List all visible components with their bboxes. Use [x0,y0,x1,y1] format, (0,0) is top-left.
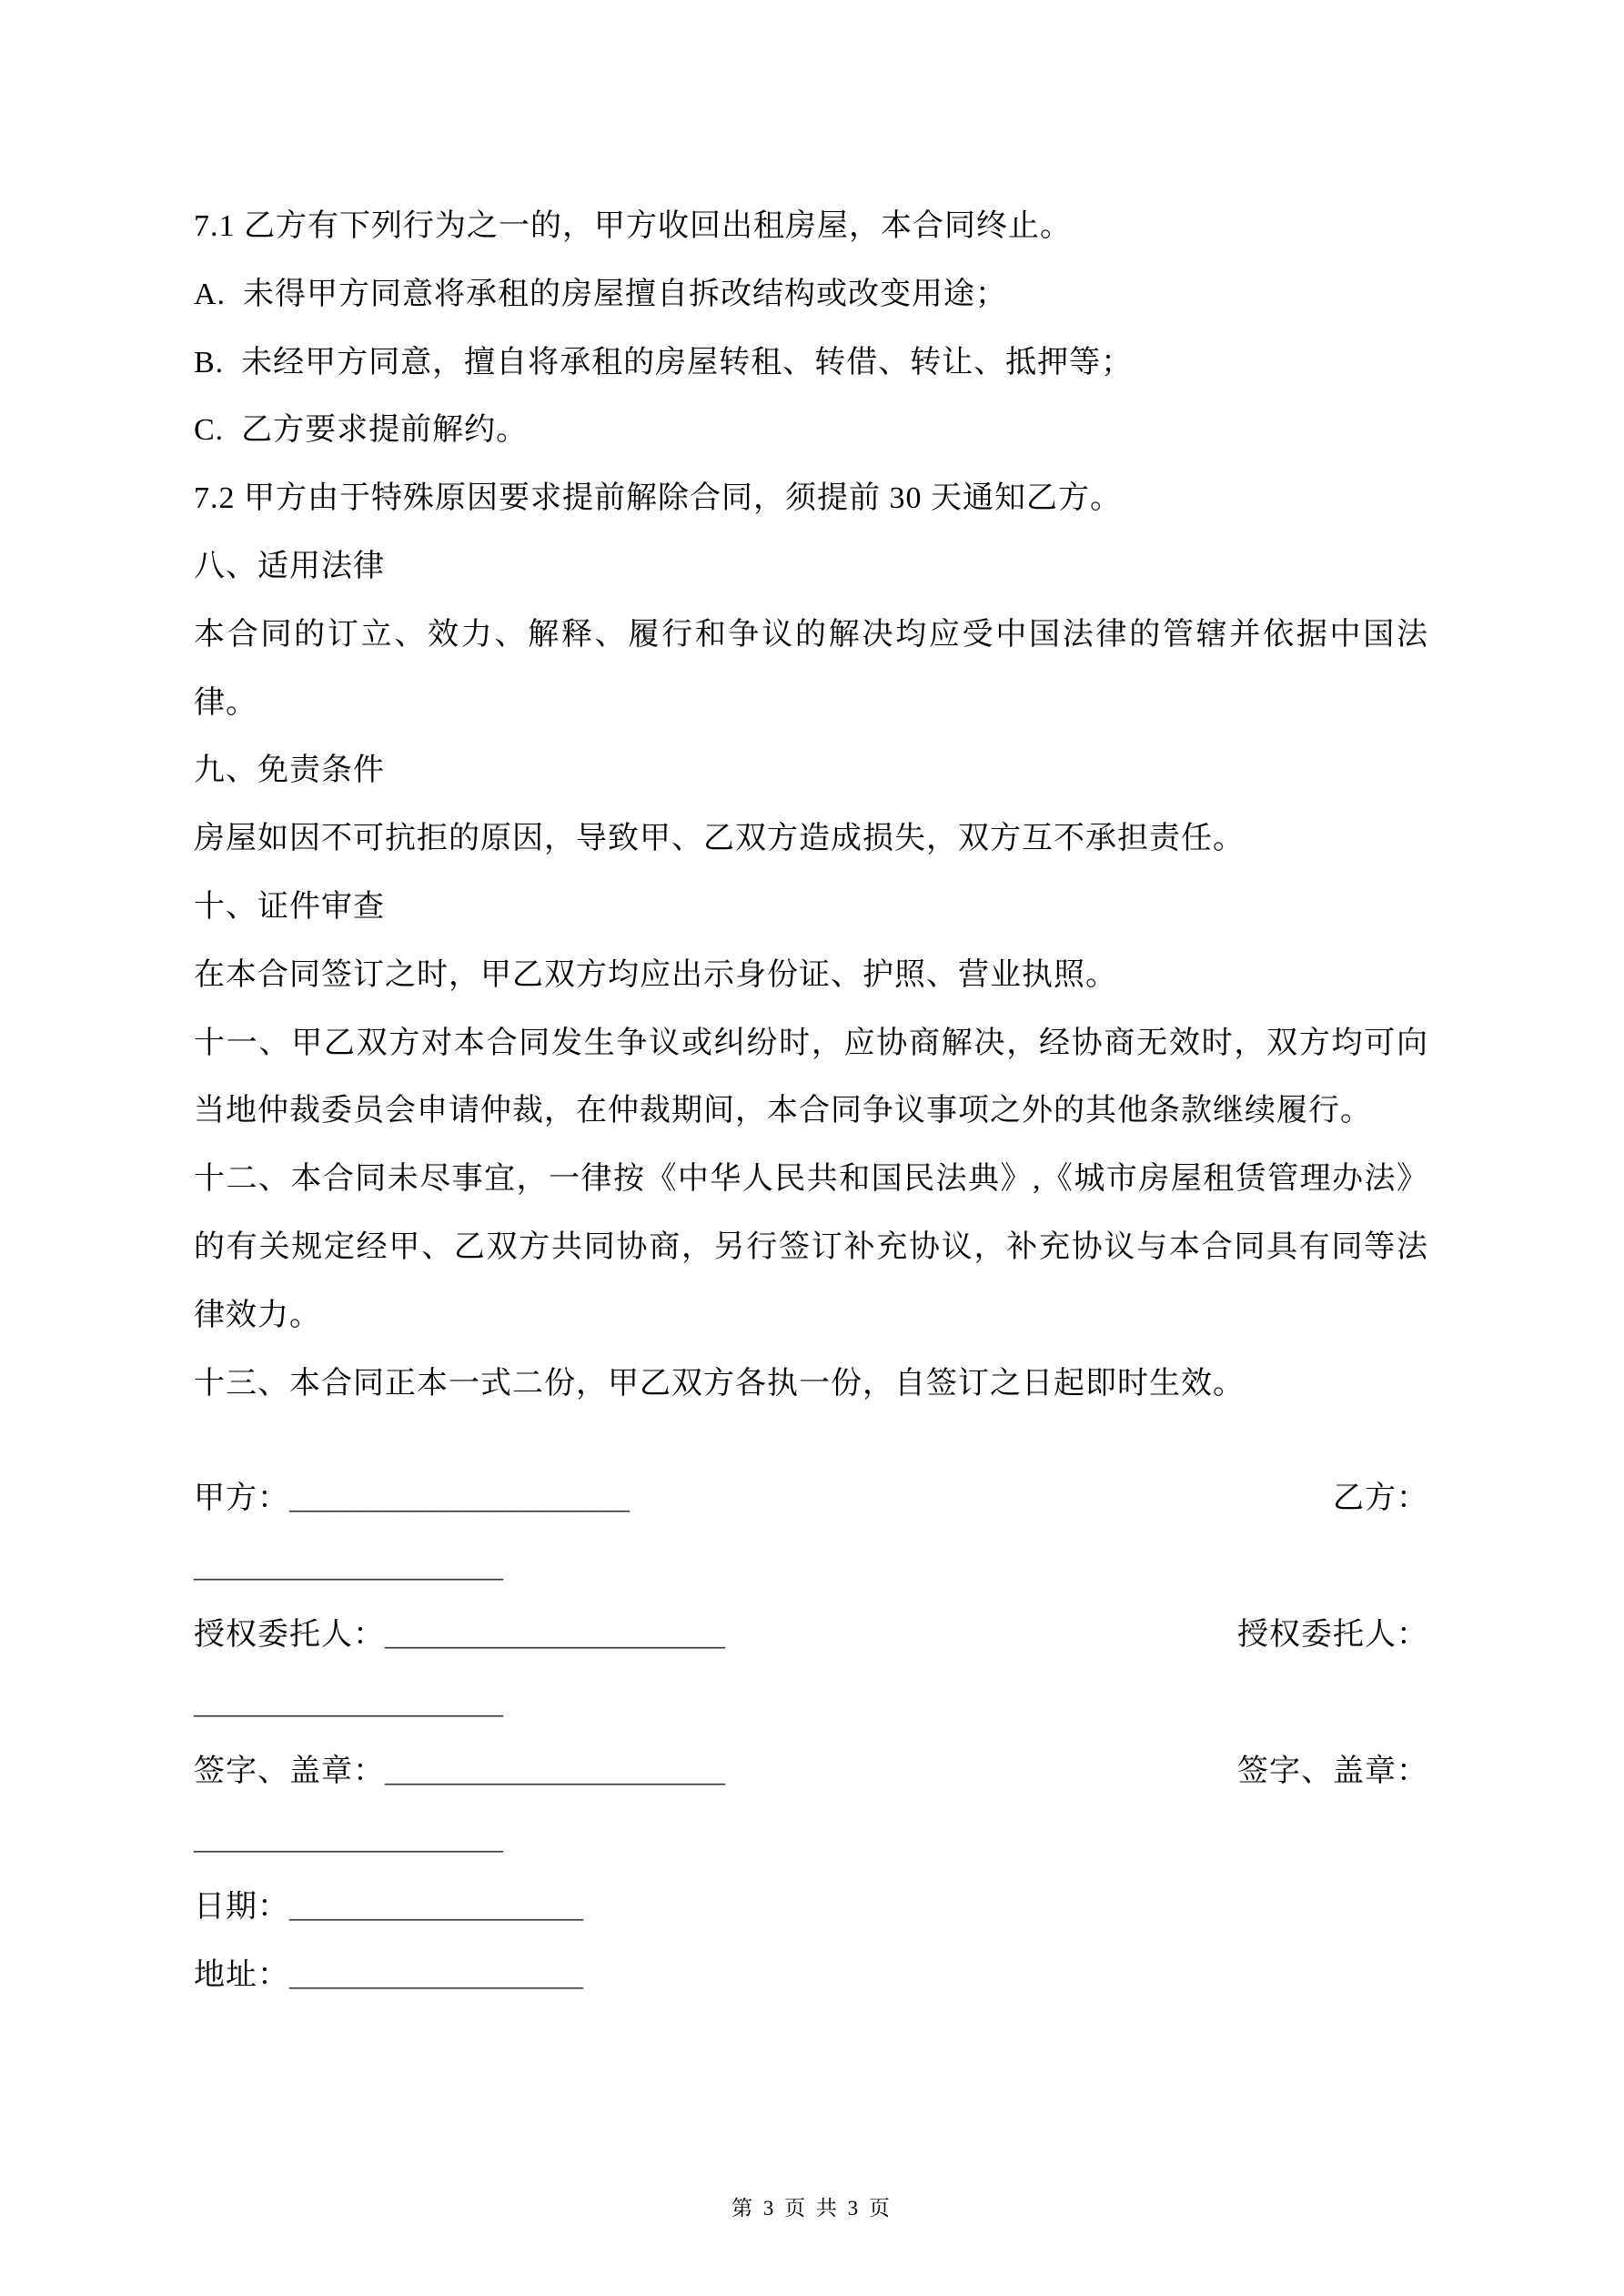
section-10-heading: 十、证件审查 [194,889,385,924]
signature-row-address [194,1942,1428,2010]
section-11-body: 十一、甲乙双方对本合同发生争议或纠纷时，应协商解决，经协商无效时，双方均可向当地仲裁委员会申请仲裁，在仲裁期间，本合同争议事项之外的其他条款继续履行。 [194,1026,1428,1128]
signature-row-sign-continuation [194,1805,1428,1874]
agent-b-label: 授权委托人： [1237,1617,1428,1652]
sign-a-field [194,1738,725,1806]
section-8-heading: 八、适用法律 [194,549,385,583]
contract-body [194,193,1428,1418]
section-10-body: 在本合同签订之时，甲乙双方均应出示身份证、护照、营业执照。 [194,957,1117,992]
sign-a-label: 签字、盖章： [194,1754,385,1788]
section-8-body: 本合同的订立、效力、解释、履行和争议的解决均应受中国法律的管辖并依据中国法律。 [194,617,1428,720]
section-9-body: 房屋如因不可抗拒的原因，导致甲、乙双方造成损失，双方互不承担责任。 [194,822,1245,856]
sign-a-blank: ______________________ [385,1754,725,1788]
signature-row-party-continuation [194,1533,1428,1602]
agent-a-field [194,1602,725,1670]
address-blank: ___________________ [289,1957,583,1992]
date-blank: ___________________ [289,1890,583,1925]
address-label: 地址： [194,1957,289,1992]
signature-row-agent-continuation [194,1670,1428,1738]
party-a-blank: ______________________ [289,1482,630,1516]
signature-row-date [194,1874,1428,1942]
clause-7-1: 7.1 乙方有下列行为之一的，甲方收回出租房屋，本合同终止。 [194,209,1072,243]
sign-b-label: 签字、盖章： [1237,1754,1428,1788]
section-9-heading: 九、免责条件 [194,754,385,788]
signature-row-agent [194,1602,1428,1670]
agent-a-blank: ______________________ [385,1617,725,1652]
signature-section [194,1465,1428,2009]
section-12-body: 十二、本合同未尽事宜，一律按《中华人民共和国民法典》,《城市房屋租赁管理办法》的有关规定经甲、乙双方共同协商，另行签订补充协议，补充协议与本合同具有同等法律效力。 [194,1162,1428,1332]
clause-7-1-item-a: A. 未得甲方同意将承租的房屋擅自拆改结构或改变用途； [194,277,1008,311]
clause-7-1-item-b: B. 未经甲方同意，擅自将承租的房屋转租、转借、转让、抵押等； [194,345,1134,379]
section-13-body: 十三、本合同正本一式二份，甲乙双方各执一份，自签订之日起即时生效。 [194,1366,1245,1401]
clause-7-2: 7.2 甲方由于特殊原因要求提前解除合同，须提前 30 天通知乙方。 [194,481,1122,516]
date-label: 日期： [194,1890,289,1925]
party-b-label: 乙方： [1333,1482,1428,1516]
signature-row-party [194,1465,1428,1533]
date-field [194,1874,583,1942]
sign-a-continuation-blank: ____________________ [194,1822,503,1856]
page-number-footer: 第 3 页 共 3 页 [731,2197,893,2220]
party-a-continuation-blank: ____________________ [194,1550,503,1584]
signature-row-sign [194,1738,1428,1806]
party-a-field [194,1465,630,1533]
agent-a-label: 授权委托人： [194,1617,385,1652]
party-a-label: 甲方： [194,1482,289,1516]
agent-a-continuation-blank: ____________________ [194,1685,503,1720]
clause-7-1-item-c: C. 乙方要求提前解约。 [194,413,529,448]
address-field [194,1942,583,2010]
